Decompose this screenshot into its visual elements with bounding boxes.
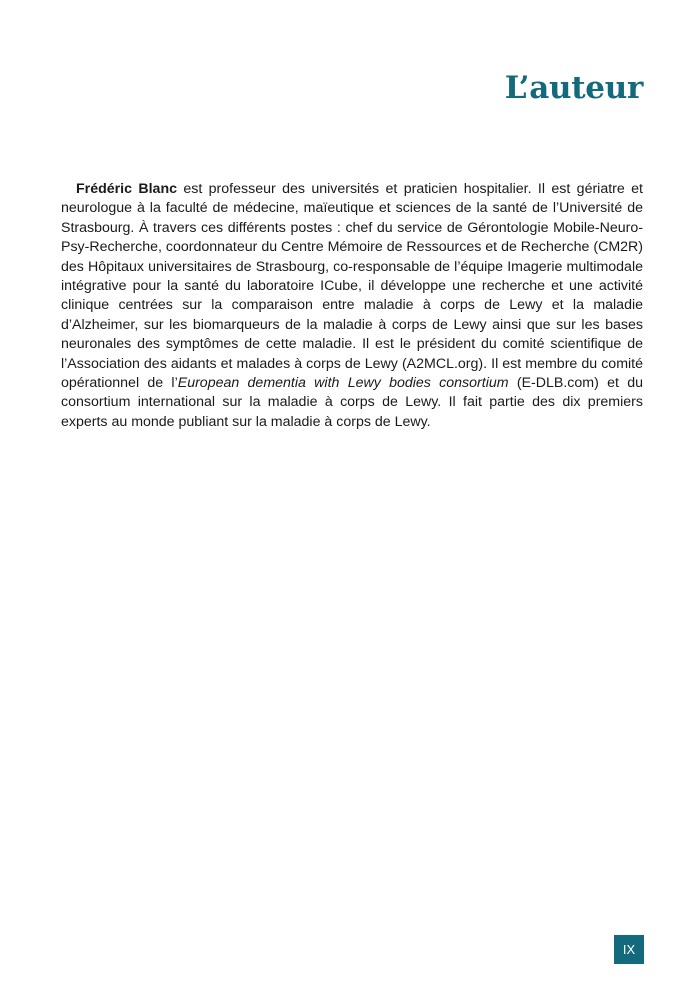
page-title: L’auteur: [504, 70, 643, 106]
consortium-name-italic: European dementia with Lewy bodies consortium: [177, 375, 509, 392]
author-name: Frédéric Blanc: [76, 181, 177, 197]
bio-text-part2: (E-DLB.com) et du consortium international sur la maladie à corps de Lewy. Il fait partie des dix premiers experts au monde publiant sur la maladie à corps de Lewy.: [61, 375, 643, 430]
page-number-badge: IX: [614, 935, 644, 964]
author-biography: [61, 180, 643, 432]
bio-text-part1: est professeur des universités et praticien hospitalier. Il est gériatre et neurologue à la faculté de médecine, maïeutique et sciences de la santé de l’Université de Strasbourg. À travers ces différents postes : chef du service de Gérontologie Mobile-Neuro-Psy-Recherche, coordonnateur du Centre Mémoire de Ressources et de Recherche (CM2R) des Hôpitaux universitaires de Strasbourg, co-responsable de l’équipe Imagerie multimodale intégrative pour la santé du laboratoire ICube, il développe une recherche et une activité clinique centrées sur la comparaison entre maladie à corps de Lewy et la maladie d’Alzheimer, sur les biomarqueurs de la maladie à corps de Lewy ainsi que sur les bases neuronales des symptômes de cette maladie. Il est le président du comité scientifique de l’Association des aidants et malades à corps de Lewy (A2MCL.org). Il est membre du comité opérationnel de l’: [61, 181, 643, 392]
